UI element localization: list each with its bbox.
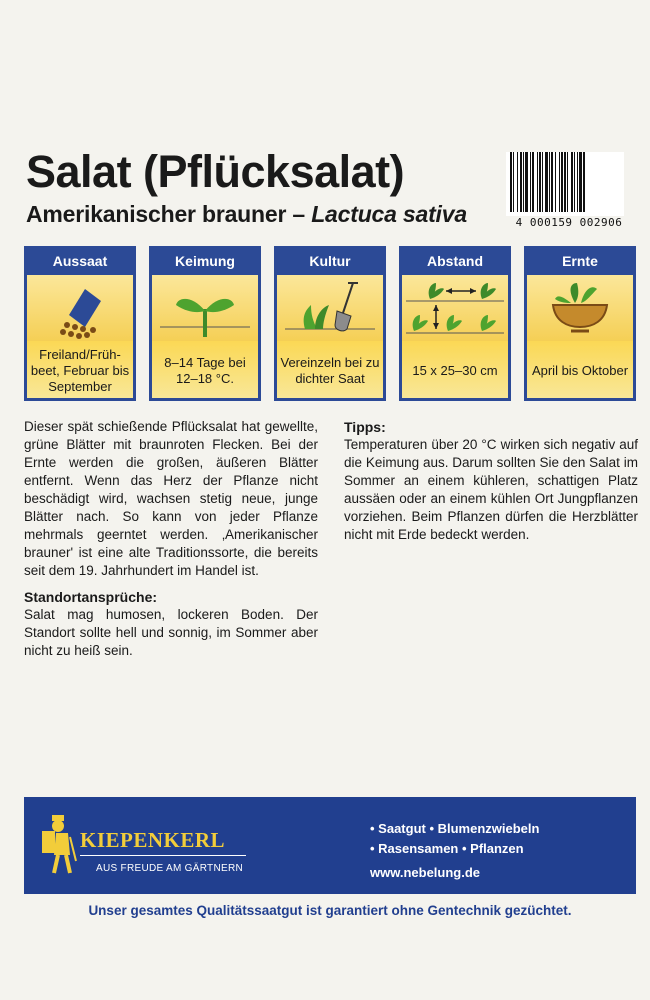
gmo-free-statement: Unser gesamtes Qualitätssaatgut ist garantiert ohne Gentechnik gezüchtet. [88, 903, 572, 918]
latin-name: Lactuca sativa [311, 201, 467, 227]
panel-text: Freiland/Früh-beet, Februar bis September [27, 341, 133, 401]
panel-ernte [524, 246, 636, 401]
location-text: Salat mag humosen, lockeren Boden. Der Standort sollte hell und sonnig, im Sommer aber nicht zu heiß sein. [24, 607, 318, 658]
brand-slogan: AUS FREUDE AM GÄRTNERN [96, 863, 243, 874]
kiepenkerl-figure-icon [38, 811, 78, 877]
panel-title: Aussaat [27, 249, 133, 275]
panel-title: Keimung [152, 249, 258, 275]
panel-title: Ernte [527, 249, 633, 275]
tips-text: Temperaturen über 20 °C wirken sich negativ auf die Keimung aus. Darum sollten Sie den Salat im Sommer an einem kühleren, schattigen Platz aussäen oder an einem kühlen Ort Jungpflanzen vorziehen. Beim Pflanzen dürfen die Herzblätter nicht mit Erde bedeckt werden. [344, 437, 638, 542]
description-text: Dieser spät schießende Pflücksalat hat gewellte, grüne Blätter mit braunroten Flecken. Bei der Ernte werden die großen, äußeren Blätter entfernt. Wenn das Herz der Pflanze nicht beschädigt wird, wachsen stetig neue, junge Blätter nach. So kann von jeder Pflanze mehrmals geerntet werden. ‚Amerikanischer brauner' ist eine alte Traditionssorte, die bereits seit dem 19. Jahrhundert im Handel ist. [24, 419, 318, 578]
product-title: Salat (Pflücksalat) [26, 146, 405, 197]
location-heading: Standortansprüche: [24, 589, 158, 605]
spacing-icon [402, 275, 508, 341]
brand-logo: KIEPENKERL [80, 828, 226, 852]
product-list [370, 819, 539, 859]
tips-heading: Tipps: [344, 419, 386, 435]
panel-aussaat [24, 246, 136, 401]
panel-keimung [149, 246, 261, 401]
panel-title: Abstand [402, 249, 508, 275]
footer-banner [24, 797, 636, 894]
logo-divider [80, 855, 246, 856]
website-link[interactable]: www.nebelung.de [370, 865, 481, 880]
description-column [24, 418, 318, 660]
shovel-icon [277, 275, 383, 341]
panel-abstand [399, 246, 511, 401]
product-line-2: • Rasensamen • Pflanzen [370, 841, 524, 856]
seedling-icon [152, 275, 258, 341]
barcode [506, 152, 624, 229]
harvest-bowl-icon [527, 275, 633, 341]
panel-text: 8–14 Tage bei 12–18 °C. [152, 341, 258, 401]
barcode-number: 4 000159 002906 [515, 216, 623, 229]
panel-text: April bis Oktober [527, 341, 633, 401]
panel-text: Vereinzeln bei zu dichter Saat [277, 341, 383, 401]
seed-packet-icon [27, 275, 133, 341]
product-subtitle [26, 201, 467, 228]
panel-kultur [274, 246, 386, 401]
barcode-bars [510, 152, 628, 214]
panel-text: 15 x 25–30 cm [402, 341, 508, 401]
panel-title: Kultur [277, 249, 383, 275]
tips-column [344, 418, 638, 544]
variety-name: Amerikanischer brauner – [26, 201, 305, 227]
product-line-1: • Saatgut • Blumenzwiebeln [370, 821, 540, 836]
